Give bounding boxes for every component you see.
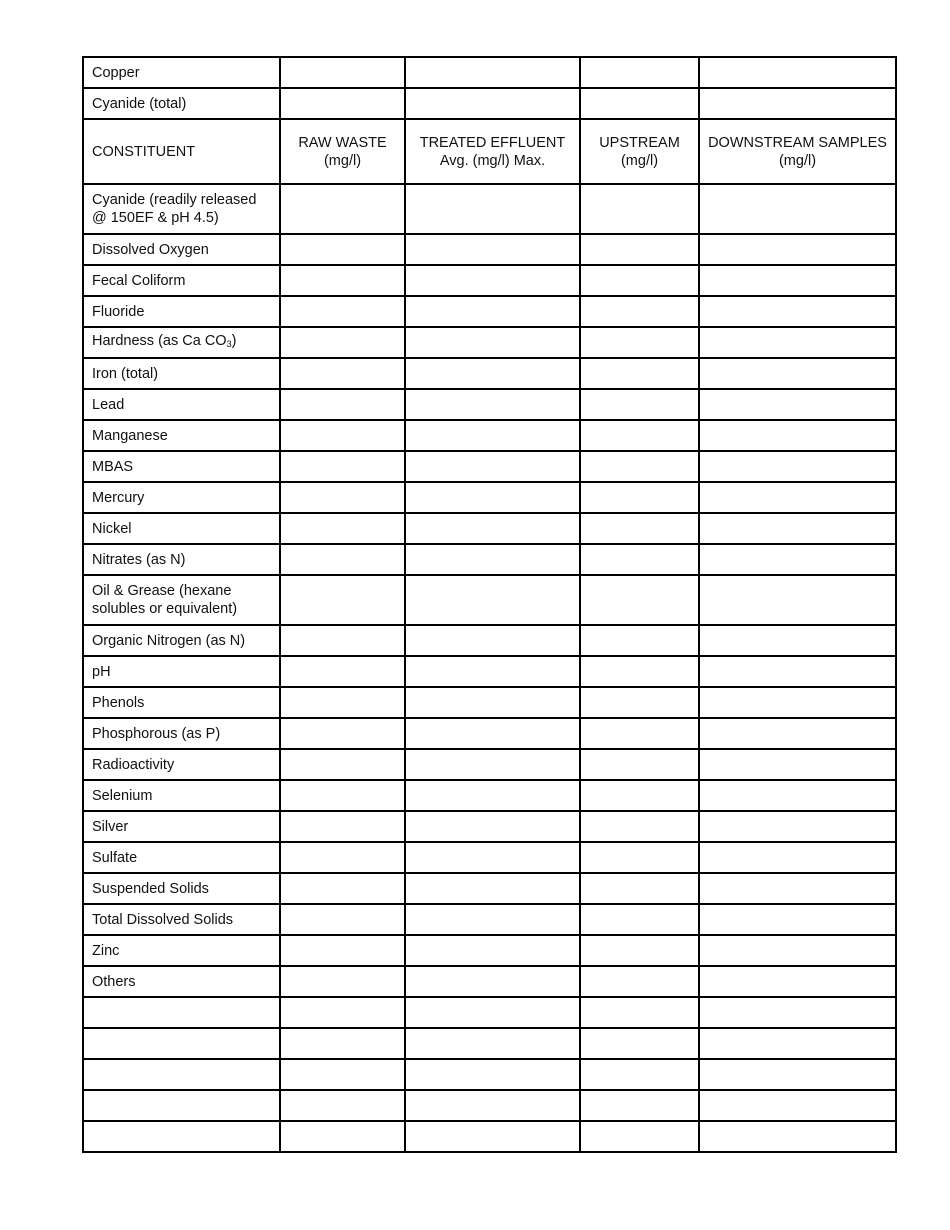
header-treated-effluent-line1: TREATED EFFLUENT — [419, 134, 566, 151]
downstream-cell[interactable] — [699, 842, 896, 873]
table-row — [83, 327, 896, 358]
treated-effluent-cell[interactable] — [405, 265, 580, 296]
upstream-cell[interactable] — [580, 184, 699, 234]
table-row — [83, 842, 896, 873]
raw-waste-cell[interactable] — [280, 718, 405, 749]
treated-effluent-cell[interactable] — [405, 749, 580, 780]
upstream-cell[interactable] — [580, 625, 699, 656]
raw-waste-cell[interactable] — [280, 997, 405, 1028]
treated-effluent-cell[interactable] — [405, 327, 580, 358]
table-row — [83, 687, 896, 718]
treated-effluent-cell[interactable] — [405, 296, 580, 327]
table-row — [83, 451, 896, 482]
row-label-zinc: Zinc — [83, 935, 280, 966]
downstream-cell[interactable] — [699, 873, 896, 904]
downstream-cell[interactable] — [699, 935, 896, 966]
table-row — [83, 544, 896, 575]
downstream-cell[interactable] — [699, 997, 896, 1028]
raw-waste-cell[interactable] — [280, 575, 405, 625]
raw-waste-cell[interactable] — [280, 544, 405, 575]
hardness-subscript: 3 — [226, 339, 232, 349]
treated-effluent-cell[interactable] — [405, 1121, 580, 1152]
upstream-cell[interactable] — [580, 575, 699, 625]
header-raw-waste-line1: RAW WASTE — [298, 134, 387, 151]
header-treated-effluent-line2: Avg. (mg/l) Max. — [439, 152, 546, 169]
upstream-cell[interactable] — [580, 873, 699, 904]
row-label-manganese: Manganese — [83, 420, 280, 451]
downstream-cell[interactable] — [699, 780, 896, 811]
header-upstream-line2: (mg/l) — [620, 152, 659, 169]
treated-effluent-cell[interactable] — [405, 513, 580, 544]
row-label-silver: Silver — [83, 811, 280, 842]
table-row — [83, 513, 896, 544]
table-row — [83, 389, 896, 420]
row-label-fluoride: Fluoride — [83, 296, 280, 327]
upstream-cell[interactable] — [580, 904, 699, 935]
raw-waste-cell[interactable] — [280, 687, 405, 718]
treated-effluent-cell[interactable] — [405, 966, 580, 997]
row-label-copper: Copper — [83, 57, 280, 88]
row-label-radioactivity: Radioactivity — [83, 749, 280, 780]
table-row — [83, 482, 896, 513]
table-row — [83, 234, 896, 265]
downstream-cell[interactable] — [699, 811, 896, 842]
downstream-cell[interactable] — [699, 184, 896, 234]
table-row — [83, 265, 896, 296]
raw-waste-cell[interactable] — [280, 88, 405, 119]
row-label-phosphorous: Phosphorous (as P) — [83, 718, 280, 749]
raw-waste-cell[interactable] — [280, 513, 405, 544]
downstream-cell[interactable] — [699, 389, 896, 420]
upstream-cell[interactable] — [580, 749, 699, 780]
blank-constituent-cell[interactable] — [83, 1090, 280, 1121]
upstream-cell[interactable] — [580, 1121, 699, 1152]
row-label-nickel: Nickel — [83, 513, 280, 544]
table-row — [83, 718, 896, 749]
downstream-cell[interactable] — [699, 575, 896, 625]
treated-effluent-cell[interactable] — [405, 656, 580, 687]
downstream-cell[interactable] — [699, 544, 896, 575]
upstream-cell[interactable] — [580, 358, 699, 389]
table-row — [83, 966, 896, 997]
header-raw-waste — [280, 119, 405, 184]
blank-row — [83, 1121, 896, 1152]
raw-waste-cell[interactable] — [280, 1090, 405, 1121]
blank-row — [83, 1059, 896, 1090]
blank-constituent-cell[interactable] — [83, 997, 280, 1028]
downstream-cell[interactable] — [699, 1121, 896, 1152]
raw-waste-cell[interactable] — [280, 780, 405, 811]
header-upstream-line1: UPSTREAM — [599, 134, 680, 151]
raw-waste-cell[interactable] — [280, 296, 405, 327]
header-downstream-line1: DOWNSTREAM SAMPLES — [708, 134, 887, 151]
upstream-cell[interactable] — [580, 656, 699, 687]
raw-waste-cell[interactable] — [280, 625, 405, 656]
row-label-iron: Iron (total) — [83, 358, 280, 389]
raw-waste-cell[interactable] — [280, 1121, 405, 1152]
downstream-cell[interactable] — [699, 904, 896, 935]
downstream-cell[interactable] — [699, 718, 896, 749]
upstream-cell[interactable] — [580, 451, 699, 482]
raw-waste-cell[interactable] — [280, 358, 405, 389]
table-row — [83, 420, 896, 451]
table-row — [83, 904, 896, 935]
treated-effluent-cell[interactable] — [405, 88, 580, 119]
row-label-oil-grease — [83, 575, 280, 625]
row-label-line: @ 150EF & pH 4.5) — [92, 210, 219, 226]
table-row — [83, 57, 896, 88]
downstream-cell[interactable] — [699, 296, 896, 327]
upstream-cell[interactable] — [580, 513, 699, 544]
blank-constituent-cell[interactable] — [83, 1028, 280, 1059]
upstream-cell[interactable] — [580, 1059, 699, 1090]
blank-row — [83, 1090, 896, 1121]
upstream-cell[interactable] — [580, 811, 699, 842]
raw-waste-cell[interactable] — [280, 265, 405, 296]
treated-effluent-cell[interactable] — [405, 57, 580, 88]
downstream-cell[interactable] — [699, 966, 896, 997]
blank-row — [83, 997, 896, 1028]
row-label-line: solubles or equivalent) — [92, 601, 238, 617]
row-label-line: Oil & Grease (hexane — [92, 583, 232, 599]
row-label-line: Cyanide (readily released — [92, 192, 257, 208]
row-label-organic-nitrogen: Organic Nitrogen (as N) — [83, 625, 280, 656]
upstream-cell[interactable] — [580, 234, 699, 265]
upstream-cell[interactable] — [580, 687, 699, 718]
upstream-cell[interactable] — [580, 780, 699, 811]
upstream-cell[interactable] — [580, 1028, 699, 1059]
upstream-cell[interactable] — [580, 420, 699, 451]
blank-constituent-cell[interactable] — [83, 1059, 280, 1090]
row-label-cyanide-readily-released — [83, 184, 280, 234]
upstream-cell[interactable] — [580, 935, 699, 966]
treated-effluent-cell[interactable] — [405, 935, 580, 966]
downstream-cell[interactable] — [699, 749, 896, 780]
raw-waste-cell[interactable] — [280, 749, 405, 780]
downstream-cell[interactable] — [699, 57, 896, 88]
raw-waste-cell[interactable] — [280, 966, 405, 997]
constituent-table — [82, 56, 897, 1153]
treated-effluent-cell[interactable] — [405, 1028, 580, 1059]
row-label-hardness — [83, 327, 280, 358]
downstream-cell[interactable] — [699, 451, 896, 482]
row-label-others: Others — [83, 966, 280, 997]
upstream-cell[interactable] — [580, 718, 699, 749]
raw-waste-cell[interactable] — [280, 184, 405, 234]
table-row — [83, 575, 896, 625]
table-row — [83, 935, 896, 966]
downstream-cell[interactable] — [699, 656, 896, 687]
table-row — [83, 184, 896, 234]
treated-effluent-cell[interactable] — [405, 358, 580, 389]
downstream-cell[interactable] — [699, 1028, 896, 1059]
treated-effluent-cell[interactable] — [405, 451, 580, 482]
upstream-cell[interactable] — [580, 966, 699, 997]
row-label-suspended-solids: Suspended Solids — [83, 873, 280, 904]
treated-effluent-cell[interactable] — [405, 1090, 580, 1121]
row-label-nitrates: Nitrates (as N) — [83, 544, 280, 575]
row-label-fecal-coliform: Fecal Coliform — [83, 265, 280, 296]
upstream-cell[interactable] — [580, 544, 699, 575]
raw-waste-cell[interactable] — [280, 935, 405, 966]
treated-effluent-cell[interactable] — [405, 544, 580, 575]
treated-effluent-cell[interactable] — [405, 234, 580, 265]
raw-waste-cell[interactable] — [280, 389, 405, 420]
hardness-suffix: ) — [231, 333, 237, 349]
upstream-cell[interactable] — [580, 389, 699, 420]
upstream-cell[interactable] — [580, 997, 699, 1028]
row-label-cyanide-total: Cyanide (total) — [83, 88, 280, 119]
raw-waste-cell[interactable] — [280, 1028, 405, 1059]
downstream-cell[interactable] — [699, 482, 896, 513]
treated-effluent-cell[interactable] — [405, 780, 580, 811]
treated-effluent-cell[interactable] — [405, 873, 580, 904]
row-label-phenols: Phenols — [83, 687, 280, 718]
table-row — [83, 88, 896, 119]
header-row — [83, 119, 896, 184]
raw-waste-cell[interactable] — [280, 842, 405, 873]
raw-waste-cell[interactable] — [280, 482, 405, 513]
treated-effluent-cell[interactable] — [405, 420, 580, 451]
table-row — [83, 749, 896, 780]
row-label-total-dissolved-solids: Total Dissolved Solids — [83, 904, 280, 935]
treated-effluent-cell[interactable] — [405, 904, 580, 935]
row-label-selenium: Selenium — [83, 780, 280, 811]
upstream-cell[interactable] — [580, 842, 699, 873]
table-row — [83, 873, 896, 904]
header-downstream-line2: (mg/l) — [778, 152, 817, 169]
treated-effluent-cell[interactable] — [405, 687, 580, 718]
raw-waste-cell[interactable] — [280, 1059, 405, 1090]
treated-effluent-cell[interactable] — [405, 184, 580, 234]
upstream-cell[interactable] — [580, 482, 699, 513]
treated-effluent-cell[interactable] — [405, 997, 580, 1028]
row-label-ph: pH — [83, 656, 280, 687]
downstream-cell[interactable] — [699, 88, 896, 119]
raw-waste-cell[interactable] — [280, 57, 405, 88]
row-label-dissolved-oxygen: Dissolved Oxygen — [83, 234, 280, 265]
downstream-cell[interactable] — [699, 234, 896, 265]
treated-effluent-cell[interactable] — [405, 842, 580, 873]
raw-waste-cell[interactable] — [280, 904, 405, 935]
blank-row — [83, 1028, 896, 1059]
header-raw-waste-line2: (mg/l) — [323, 152, 362, 169]
downstream-cell[interactable] — [699, 420, 896, 451]
upstream-cell[interactable] — [580, 88, 699, 119]
upstream-cell[interactable] — [580, 327, 699, 358]
treated-effluent-cell[interactable] — [405, 482, 580, 513]
downstream-cell[interactable] — [699, 625, 896, 656]
raw-waste-cell[interactable] — [280, 327, 405, 358]
header-treated-effluent — [405, 119, 580, 184]
raw-waste-cell[interactable] — [280, 420, 405, 451]
row-label-sulfate: Sulfate — [83, 842, 280, 873]
downstream-cell[interactable] — [699, 513, 896, 544]
table-row — [83, 780, 896, 811]
raw-waste-cell[interactable] — [280, 451, 405, 482]
upstream-cell[interactable] — [580, 296, 699, 327]
row-label-mbas: MBAS — [83, 451, 280, 482]
table-row — [83, 358, 896, 389]
table-row — [83, 811, 896, 842]
raw-waste-cell[interactable] — [280, 234, 405, 265]
downstream-cell[interactable] — [699, 687, 896, 718]
downstream-cell[interactable] — [699, 327, 896, 358]
treated-effluent-cell[interactable] — [405, 575, 580, 625]
raw-waste-cell[interactable] — [280, 656, 405, 687]
blank-constituent-cell[interactable] — [83, 1121, 280, 1152]
header-constituent: CONSTITUENT — [83, 119, 280, 184]
raw-waste-cell[interactable] — [280, 811, 405, 842]
hardness-text: Hardness (as Ca CO — [92, 333, 227, 349]
treated-effluent-cell[interactable] — [405, 718, 580, 749]
downstream-cell[interactable] — [699, 358, 896, 389]
table-row — [83, 296, 896, 327]
treated-effluent-cell[interactable] — [405, 1059, 580, 1090]
upstream-cell[interactable] — [580, 1090, 699, 1121]
header-upstream — [580, 119, 699, 184]
upstream-cell[interactable] — [580, 57, 699, 88]
raw-waste-cell[interactable] — [280, 873, 405, 904]
row-label-lead: Lead — [83, 389, 280, 420]
downstream-cell[interactable] — [699, 1059, 896, 1090]
table-row — [83, 625, 896, 656]
treated-effluent-cell[interactable] — [405, 811, 580, 842]
table-row — [83, 656, 896, 687]
treated-effluent-cell[interactable] — [405, 389, 580, 420]
treated-effluent-cell[interactable] — [405, 625, 580, 656]
downstream-cell[interactable] — [699, 265, 896, 296]
header-downstream — [699, 119, 896, 184]
downstream-cell[interactable] — [699, 1090, 896, 1121]
upstream-cell[interactable] — [580, 265, 699, 296]
row-label-mercury: Mercury — [83, 482, 280, 513]
